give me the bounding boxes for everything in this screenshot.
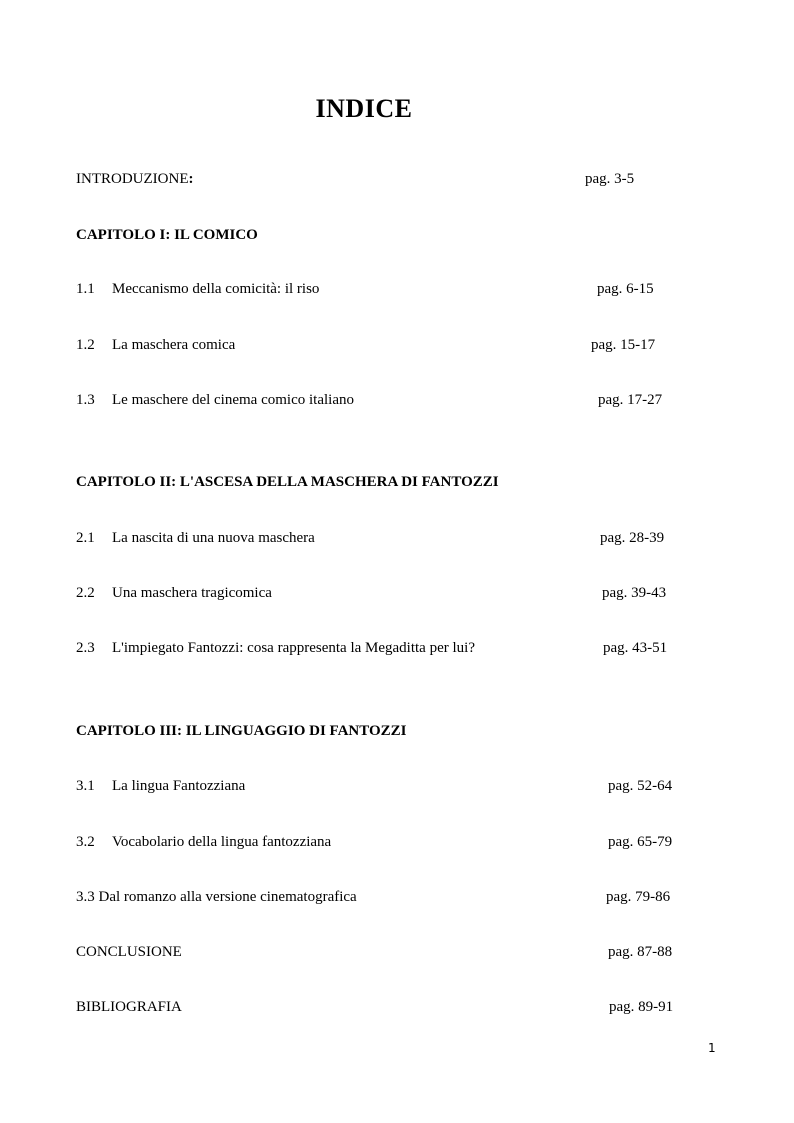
section-title: La maschera comica [112, 337, 236, 353]
toc-page-ref: pag. 6-15 [597, 281, 654, 297]
section-title: Meccanismo della comicità: il riso [112, 281, 320, 297]
toc-entry-1-3 [76, 391, 354, 409]
toc-entry-1-1 [76, 280, 319, 298]
section-title: La nascita di una nuova maschera [112, 530, 315, 546]
page-number: 1 [708, 1041, 716, 1055]
toc-page-ref: pag. 39-43 [602, 585, 667, 601]
section-number: 2.3 [76, 640, 95, 656]
section-number: 1.1 [76, 281, 95, 297]
toc-page-ref: pag. 43-51 [603, 640, 668, 656]
toc-entry-3-1 [76, 777, 245, 795]
toc-entry-2-1 [76, 529, 315, 547]
page-title: INDICE [315, 94, 413, 123]
toc-entry-2-3 [76, 639, 475, 657]
section-number: 1.2 [76, 337, 95, 353]
toc-page-ref: pag. 87-88 [608, 944, 673, 960]
section-title: Vocabolario della lingua fantozziana [112, 834, 332, 850]
toc-entry-introduction [76, 170, 193, 188]
toc-colon: : [188, 171, 194, 187]
toc-page-ref: pag. 52-64 [608, 778, 673, 794]
toc-page-ref: pag. 17-27 [598, 392, 663, 408]
section-number: 3.1 [76, 778, 95, 794]
toc-page-ref: pag. 65-79 [608, 834, 673, 850]
chapter-heading-1: CAPITOLO I: IL COMICO [76, 227, 258, 243]
toc-entry-2-2 [76, 584, 272, 602]
section-number: 2.1 [76, 530, 95, 546]
toc-label: INTRODUZIONE [76, 171, 189, 187]
toc-entry-1-2 [76, 336, 235, 354]
toc-page-ref: pag. 3-5 [585, 171, 635, 187]
section-number: 3.2 [76, 834, 95, 850]
chapter-heading-2: CAPITOLO II: L'ASCESA DELLA MASCHERA DI FANTOZZI [76, 474, 499, 490]
section-number: 2.2 [76, 585, 95, 601]
section-number: 1.3 [76, 392, 95, 408]
chapter-heading-3: CAPITOLO III: IL LINGUAGGIO DI FANTOZZI [76, 723, 407, 739]
section-title: Una maschera tragicomica [112, 585, 272, 601]
toc-page-ref: pag. 15-17 [591, 337, 656, 353]
toc-page-ref: pag. 89-91 [609, 999, 674, 1015]
toc-entry-3-3: 3.3 Dal romanzo alla versione cinematografica [76, 889, 357, 905]
toc-page-ref: pag. 28-39 [600, 530, 665, 546]
section-title: La lingua Fantozziana [112, 778, 246, 794]
section-title: Le maschere del cinema comico italiano [112, 392, 354, 408]
section-title: L'impiegato Fantozzi: cosa rappresenta la Megaditta per lui? [112, 640, 475, 656]
toc-entry-conclusion: CONCLUSIONE [76, 944, 182, 960]
toc-entry-3-2 [76, 833, 331, 851]
toc-entry-bibliography: BIBLIOGRAFIA [76, 999, 182, 1015]
toc-page-ref: pag. 79-86 [606, 889, 671, 905]
